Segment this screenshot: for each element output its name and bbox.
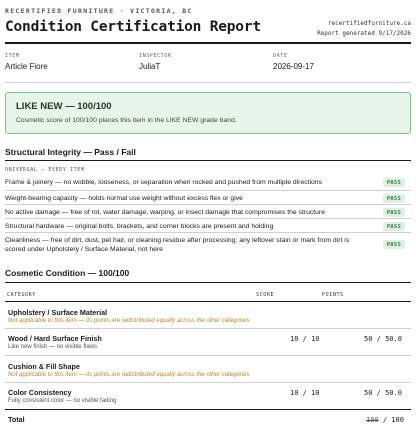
category-note: Like new finish — no visible flaws (8, 344, 98, 350)
row-divider (5, 204, 411, 205)
meta-inspector (139, 53, 172, 71)
report-title: Condition Certification Report (5, 19, 261, 35)
category-name: Cushion & Fill Shape (8, 362, 80, 371)
category-note: Not applicable to this item — its points are redistributed equally across the other categories (8, 318, 250, 324)
col-score: SCORE (256, 292, 275, 298)
structural-title: Structural Integrity — Pass / Fail (5, 147, 136, 157)
category-points: 50 / 50.0 (364, 335, 402, 343)
meta-divider (5, 82, 411, 83)
category-score: 10 / 10 (290, 335, 320, 343)
pass-badge: PASS (383, 178, 405, 187)
table-head-divider (5, 301, 411, 302)
inspector-label: INSPECTOR (139, 53, 172, 59)
date-value: 2026-09-17 (273, 62, 314, 71)
category-name: Upholstery / Surface Material (8, 308, 108, 317)
total-max: / 100 (382, 416, 404, 424)
total-value (366, 416, 404, 424)
row-divider (5, 382, 411, 383)
meta-item (5, 53, 48, 71)
structural-subhead: UNIVERSAL — EVERY ITEM (5, 167, 85, 173)
item-value: Article Fiore (5, 62, 48, 71)
grade-description: Cosmetic score of 100/100 places this item in the LIKE NEW grade band. (16, 117, 237, 124)
date-label: DATE (273, 53, 288, 59)
total-label: Total (8, 415, 25, 424)
check-text: Structural hardware — original bolts, brackets, and corner blocks are present and holding (5, 223, 274, 230)
report-header (5, 5, 411, 45)
category-name: Color Consistency (8, 388, 72, 397)
total-divider (5, 409, 411, 410)
grade-banner (5, 92, 411, 134)
generated-date: Report generated 9/17/2026 (317, 30, 411, 37)
check-text: No active damage — free of rot, water damage, warping, or insect damage that compromises the structure (5, 209, 325, 216)
pass-badge: PASS (383, 194, 405, 203)
row-divider (5, 328, 411, 329)
total-earned: 100 (366, 416, 379, 424)
check-text: Weight-bearing capacity — holds normal use weight without excess flex or give (5, 195, 243, 202)
pass-badge: PASS (383, 222, 405, 231)
col-category: CATEGORY (7, 292, 36, 298)
item-meta (5, 53, 411, 79)
cosmetic-divider (5, 282, 411, 283)
structural-divider (5, 160, 411, 161)
grade-title: LIKE NEW — 100/100 (16, 101, 112, 112)
meta-date (273, 53, 314, 71)
row-divider (5, 232, 411, 233)
header-divider (5, 42, 411, 44)
row-divider (5, 355, 411, 356)
row-divider (5, 218, 411, 219)
row-divider (5, 190, 411, 191)
cosmetic-title: Cosmetic Condition — 100/100 (5, 268, 130, 278)
category-points: 50 / 50.0 (364, 389, 402, 397)
item-label: ITEM (5, 53, 20, 59)
col-points: POINTS (322, 292, 344, 298)
check-text: Cleanliness — free of dirt, dust, pet hair, or cleaning residue after processing; any leftover stain or mark from dirt is scored under Upholstery / Surface Material, not here (5, 237, 350, 253)
inspector-value: JuliaT (139, 62, 161, 71)
category-score: 10 / 10 (290, 389, 320, 397)
category-note: Not applicable to this item — its points are redistributed equally across the other categories (8, 372, 250, 378)
pass-badge: PASS (383, 240, 405, 249)
site-link[interactable]: recertifiedfurniture.ca (327, 20, 411, 27)
category-name: Wood / Hard Surface Finish (8, 334, 102, 343)
pass-badge: PASS (383, 208, 405, 217)
brand-line: RECERTIFIED FURNITURE · VICTORIA, BC (5, 7, 193, 15)
check-text: Frame & joinery — no wobble, looseness, or separation when rocked and pushed from multiple directions (5, 179, 322, 186)
category-note: Fully consistent color — no visible fading (8, 398, 117, 404)
